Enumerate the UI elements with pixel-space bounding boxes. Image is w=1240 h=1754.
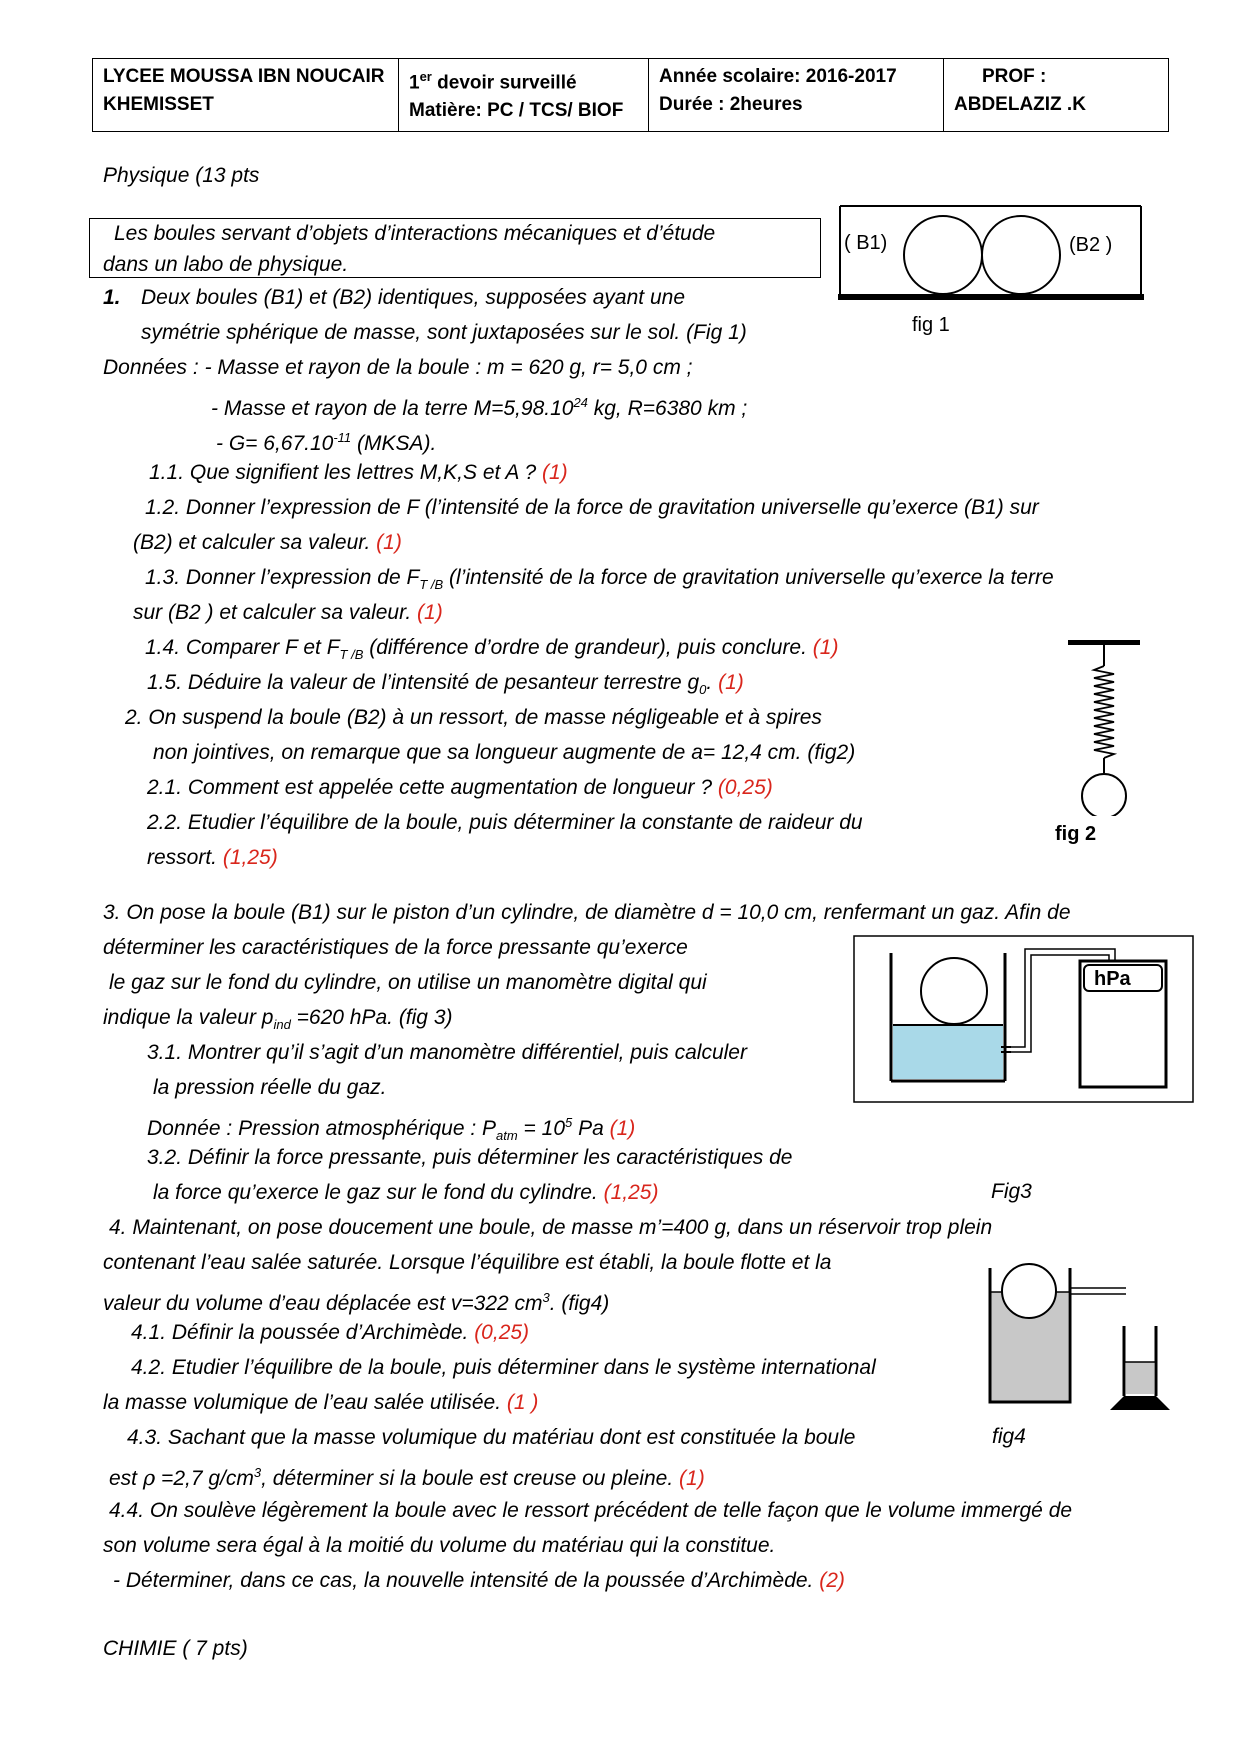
q2-line-1: 2. On suspend la boule (B2) à un ressort, de masse négligeable et à spires <box>125 706 822 729</box>
question-4-4-line-3: - Déterminer, dans ce cas, la nouvelle intensité de la poussée d’Archimède. (2) <box>113 1569 845 1592</box>
school-year: Année scolaire: 2016-2017 <box>659 66 897 87</box>
fig2-drawing <box>1060 636 1150 816</box>
q1-line-1: Deux boules (B1) et (B2) identiques, supposées ayant une <box>141 286 686 309</box>
q2-line-2: non jointives, on remarque que sa longueur augmente de a= 12,4 cm. (fig2) <box>153 741 856 764</box>
question-1-4: 1.4. Comparer F et $F_{T /B}$ (différence d’ordre de grandeur), puis conclure. (1) <box>145 636 839 663</box>
question-4-2-line-2: la masse volumique de l’eau salée utilisée. (1 ) <box>103 1391 539 1414</box>
fig1-label-b1: ( B1) <box>844 232 888 254</box>
question-4-3-line-2: est ρ =2,7 $g/cm^3$, déterminer si la boule est creuse ou pleine. (1) <box>109 1465 705 1490</box>
question-2-2-line-1: 2.2. Etudier l’équilibre de la boule, puis déterminer la constante de raideur du <box>147 811 863 834</box>
fig3-gas <box>893 1025 1003 1079</box>
fig3-ball <box>921 958 987 1024</box>
duration: Durée : 2heures <box>659 94 803 115</box>
exam-cell <box>399 59 649 132</box>
year-cell <box>649 59 944 132</box>
school-city: KHEMISSET <box>103 94 214 115</box>
question-4-1: 4.1. Définir la poussée d’Archimède. (0,25) <box>131 1321 530 1344</box>
q3-line-2: déterminer les caractéristiques de la force pressante qu’exerce <box>103 936 688 959</box>
fig1-ball-b2 <box>982 216 1060 294</box>
q4-line-2: contenant l’eau salée saturée. Lorsque l’équilibre est établi, la boule flotte et la <box>103 1251 832 1274</box>
question-1-1: 1.1. Que signifient les lettres M,K,S et A ? (1) <box>149 461 568 484</box>
prof-label: PROF : <box>982 66 1047 87</box>
question-4-4-line-2: son volume sera égal à la moitié du volume du matériau qui la constitue. <box>103 1534 776 1557</box>
q4-line-1: 4. Maintenant, on pose doucement une boule, de masse m’=400 g, dans un réservoir trop plein <box>109 1216 993 1239</box>
intro-line-1: Les boules servant d’objets d’interactions mécaniques et d’étude <box>114 222 716 245</box>
question-1-5: 1.5. Déduire la valeur de l’intensité de pesanteur terrestre $g_0$. (1) <box>147 671 744 698</box>
fig4-ball <box>1002 1264 1056 1318</box>
fig3-drawing <box>853 935 1195 1105</box>
fig1-label-b2: (B2 ) <box>1069 234 1113 256</box>
header-table <box>92 58 1169 132</box>
fig4-spout <box>1070 1288 1126 1294</box>
fig1-caption: fig 1 <box>912 314 950 336</box>
question-2-2-line-2: ressort. (1,25) <box>147 846 278 869</box>
fig2-caption: fig 2 <box>1055 823 1097 845</box>
fig1-ball-b1 <box>904 216 982 294</box>
q3-line-3: le gaz sur le fond du cylindre, on utilise un manomètre digital qui <box>109 971 707 994</box>
donnees-line-2: - Masse et rayon de la terre $M=5,98.10^{24}$ kg, R=6380 km ; <box>211 395 748 420</box>
donnees-line-1: Données : - Masse et rayon de la boule : m = 620 g, r= 5,0 cm ; <box>103 356 693 379</box>
question-3-1-line-2: la pression réelle du gaz. <box>153 1076 387 1099</box>
question-1-2-line-1: 1.2. Donner l’expression de F (l’intensité de la force de gravitation universelle qu’exerce (B1) sur <box>145 496 1039 519</box>
fig2-ball <box>1082 774 1126 816</box>
donnees-line-3: - $G= 6,67.10^{-11}$ (MKSA). <box>216 430 437 455</box>
question-2-1: 2.1. Comment est appelée cette augmentation de longueur ? (0,25) <box>147 776 773 799</box>
question-1-3-line-1: 1.3. Donner l’expression de $F_{T /B}$ (l’intensité de la force de gravitation universelle qu’exerce la terre <box>145 566 1054 593</box>
fig4-beaker-water <box>1126 1362 1154 1394</box>
q4-line-3: valeur du volume d’eau déplacée est v=322 $cm^3$. (fig4) <box>103 1290 610 1315</box>
q1-number: 1. <box>103 286 121 309</box>
q3-line-4: indique la valeur $p_{ind} =620$ hPa. (fig 3) <box>103 1006 453 1033</box>
fig3-caption: Fig3 <box>991 1180 1032 1203</box>
fig4-caption: fig4 <box>992 1425 1026 1448</box>
intro-line-2: dans un labo de physique. <box>103 253 349 276</box>
prof-cell <box>944 59 1169 132</box>
school-cell <box>93 59 399 132</box>
question-3-2-line-2: la force qu’exerce le gaz sur le fond du cylindre. (1,25) <box>153 1181 659 1204</box>
prof-name: ABDELAZIZ .K <box>954 94 1086 115</box>
question-1-3-line-2: sur (B2 ) et calculer sa valeur. (1) <box>133 601 443 624</box>
question-4-3-line-1: 4.3. Sachant que la masse volumique du matériau dont est constituée la boule <box>127 1426 856 1449</box>
question-1-2-line-2: (B2) et calculer sa valeur. (1) <box>133 531 402 554</box>
question-3-1-line-1: 3.1. Montrer qu’il s’agit d’un manomètre différentiel, puis calculer <box>147 1041 747 1064</box>
q3-line-1: 3. On pose la boule (B1) sur le piston d’un cylindre, de diamètre d = 10,0 cm, renfermant un gaz. Afin de <box>103 901 1071 924</box>
physique-title: Physique (13 pts <box>103 164 260 187</box>
question-4-2-line-1: 4.2. Etudier l’équilibre de la boule, puis déterminer dans le système international <box>131 1356 876 1379</box>
fig2-spring <box>1094 666 1114 758</box>
question-4-4-line-1: 4.4. On soulève légèrement la boule avec le ressort précédent de telle façon que le volume immergé de <box>109 1499 1073 1522</box>
fig2-support <box>1068 640 1140 645</box>
q1-line-2: symétrie sphérique de masse, sont juxtaposées sur le sol. (Fig 1) <box>141 321 747 344</box>
fig4-drawing <box>986 1262 1172 1412</box>
donnee-patm: Donnée : Pression atmosphérique : $P_{atm} = 10^5$ Pa (1) <box>147 1115 636 1144</box>
school-name: LYCEE MOUSSA IBN NOUCAIR <box>103 66 385 87</box>
fig1-ground <box>838 294 1144 300</box>
fig4-beaker-base <box>1110 1396 1170 1410</box>
subject: Matière: PC / TCS/ BIOF <box>409 100 624 122</box>
rho-symbol: ρ <box>142 1466 156 1490</box>
chimie-title: CHIMIE ( 7 pts) <box>103 1637 248 1660</box>
fig3-unit-label: hPa <box>1094 968 1131 990</box>
question-3-2-line-1: 3.2. Définir la force pressante, puis déterminer les caractéristiques de <box>147 1146 793 1169</box>
exam-title: 1er devoir surveillé <box>409 69 577 94</box>
